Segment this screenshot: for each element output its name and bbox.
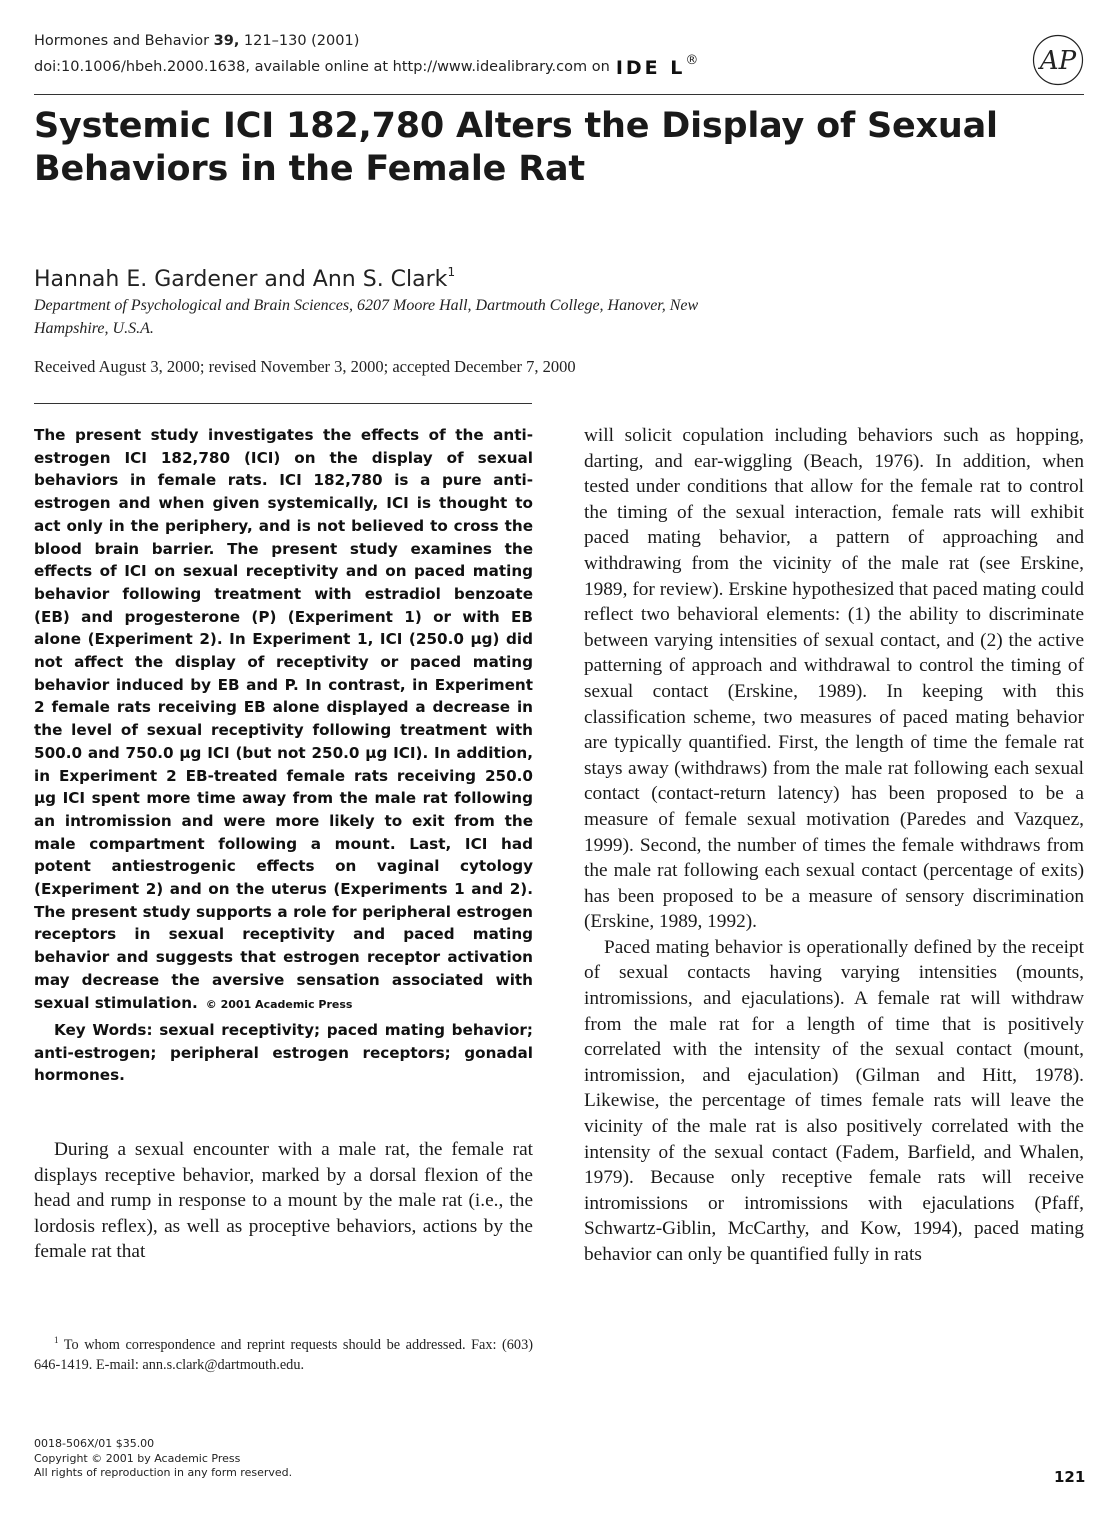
footer-copyright: Copyright © 2001 by Academic Press (34, 1451, 241, 1465)
author-affiliation: Department of Psychological and Brain Sciences, 6207 Moore Hall, Dartmouth College, Hanover, New Hampshire, U.S.A. (34, 297, 699, 337)
abstract-divider (34, 403, 532, 404)
page-number: 121 (1054, 1468, 1086, 1486)
issn-price: 0018-506X/01 $35.00 (34, 1437, 155, 1450)
journal-pages: 121–130 (2001) (239, 33, 360, 49)
doi-line (34, 51, 698, 80)
right-column (584, 423, 1084, 1268)
footer-rights: All rights of reproduction in any form reserved. (34, 1466, 293, 1479)
journal-citation (34, 31, 698, 80)
author-footnote-mark: 1 (447, 265, 456, 279)
ideal-logo (616, 51, 699, 80)
ideal-logo-registered: ® (685, 53, 699, 68)
ideal-logo-text: IDE L (615, 57, 686, 79)
journal-name: Hormones and Behavior (34, 33, 214, 49)
doi-text: doi:10.1006/hbeh.2000.1638, available online at http://www.idealibrary.com on (34, 59, 610, 75)
abstract-text: The present study investigates the effects of the anti-estrogen ICI 182,780 (ICI) on the display of sexual behaviors in female rats. ICI 182,780 is a pure anti-estrogen and when given systemically, ICI is thought to act only in the periphery, and is not believed to cross the blood brain barrier. The present study examines the effects of ICI on sexual receptivity and on paced mating behavior following treatment with estradiol benzoate (EB) and progesterone (P) (Experiment 1) or with EB alone (Experiment 2). In Experiment 1, ICI (250.0 μg) did not affect the display of receptivity or paced mating behavior induced by EB and P. In contrast, in Experiment 2 female rats receiving EB alone displayed a decrease in the level of sexual receptivity following treatment with 500.0 and 750.0 μg ICI (but not 250.0 μg ICI). In addition, in Experiment 2 EB-treated female rats receiving 250.0 μg ICI spent more time away from the male rat following an intromission and were more likely to exit from the male compartment following a mount. Last, ICI had potent antiestrogenic effects on vaginal cytology (Experiment 2) and on the uterus (Experiments 1 and 2). The present study supports a role for peripheral estrogen receptors in sexual receptivity and paced mating behavior and suggests that estrogen receptor activation may decrease the aversive sensation associated with sexual stimulation. (34, 426, 533, 1012)
ap-logo-text: AP (1039, 46, 1077, 76)
abstract-copyright: © 2001 Academic Press (205, 997, 353, 1011)
author-names: Hannah E. Gardener and Ann S. Clark (34, 267, 448, 292)
body-paragraph-2: Paced mating behavior is operationally defined by the receipt of sexual contacts having varying intensities (mounts, intromissions, and ejaculations). A female rat will withdraw from the male rat for a length of time that is positively correlated with the intensity of the sexual contact (mount, intromission, and ejaculation) (Gilman and Hitt, 1978). Likewise, the percentage of times female rats will leave the vicinity of the male rat is also positively correlated with the intensity of the sexual contact (Fadem, Barfield, and Whalen, 1979). Because only receptive female rats will receive intromissions or intromissions with ejaculations (Pfaff, Schwartz-Giblin, McCarthy, and Kow, 1994), paced mating behavior can only be quantified fully in rats (584, 936, 1084, 1265)
footnote-text: To whom correspondence and reprint requests should be addressed. Fax: (603) 646-1419. E-mail: ann.s.clark@dartmouth.edu. (34, 1336, 533, 1374)
header-divider (34, 94, 1084, 95)
article-title: Systemic ICI 182,780 Alters the Display of Sexual Behaviors in the Female Rat (34, 106, 998, 189)
keywords: Key Words: sexual receptivity; paced mating behavior; anti-estrogen; peripheral estrogen receptors; gonadal hormones. (34, 1021, 533, 1085)
abstract (34, 424, 533, 1016)
body-paragraph-1: will solicit copulation including behaviors such as hopping, darting, and ear-wiggling (Beach, 1976). In addition, when tested under conditions that allow for the female rat to control the timing of the sexual interaction, female rats will exhibit paced mating behavior, a pattern of approaching and withdrawing from the vicinity of the male rat (see Erskine, 1989, for review). Erskine hypothesized that paced mating could reflect two behavioral elements: (1) the ability to discriminate between varying intensities of sexual contact, and (2) the active patterning of approach and withdrawal to control the timing of sexual contact (Erskine, 1989). In keeping with this classification scheme, two measures of paced mating behavior are typically quantified. First, the length of time the female rat stays away (withdraws) from the male rat following each sexual contact (contact-return latency) has been proposed to be a measure of female sexual motivation (Paredes and Vazquez, 1999). Second, the number of times the female withdraws from the male rat following each sexual contact (percentage of exits) has been proposed to be a measure of sensory discrimination (Erskine, 1989, 1992). (584, 425, 1084, 933)
publisher-info (34, 1437, 292, 1481)
footnote-mark: 1 (54, 1335, 59, 1345)
intro-paragraph-left: During a sexual encounter with a male rat, the female rat displays receptive behavior, marked by a dorsal flexion of the head and rump in response to a mount by the male rat (i.e., the lordosis reflex), as well as proceptive behaviors, actions by the female rat that (34, 1139, 533, 1263)
received-dates: Received August 3, 2000; revised November 3, 2000; accepted December 7, 2000 (34, 357, 576, 376)
journal-volume: 39, (213, 33, 240, 49)
article-authors (34, 257, 455, 295)
footnote (34, 1330, 533, 1376)
journal-line (34, 31, 698, 51)
academic-press-logo (1032, 34, 1084, 86)
